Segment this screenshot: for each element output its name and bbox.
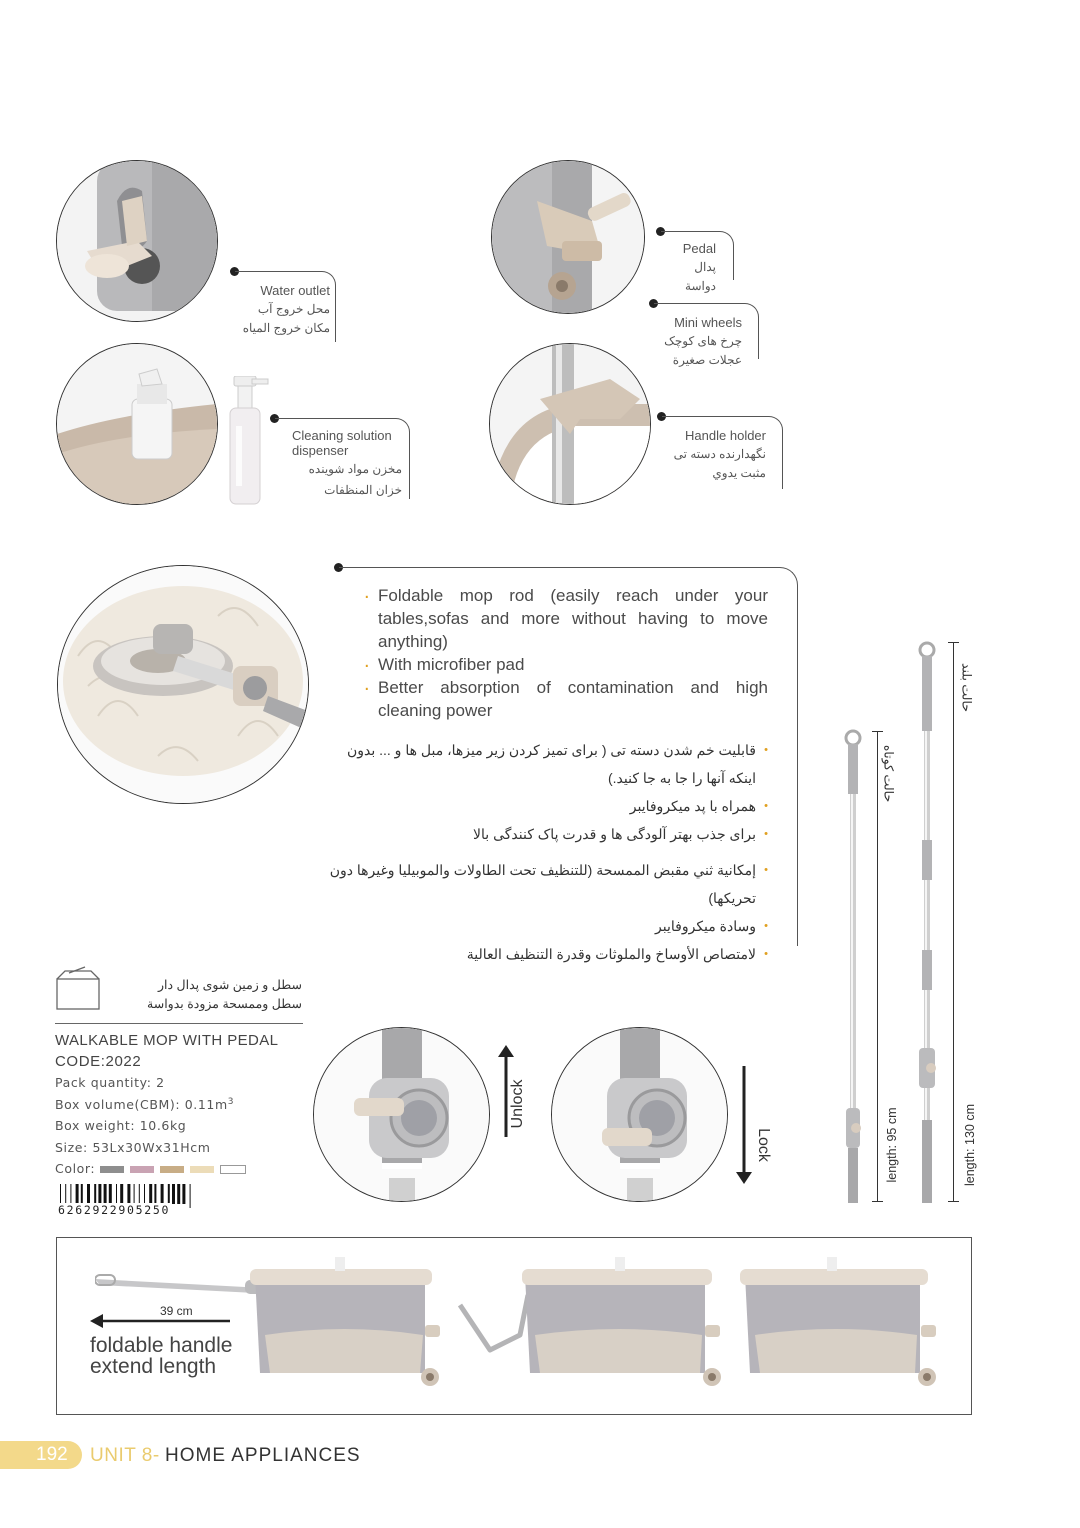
barcode-bar bbox=[149, 1184, 152, 1204]
long-rod-image bbox=[911, 640, 943, 1203]
callout-ar: مكان خروج المياه bbox=[242, 321, 330, 335]
callout-fa: مخزن مواد شوینده bbox=[308, 462, 402, 476]
water-outlet-photo bbox=[56, 160, 218, 322]
long-rod-tick bbox=[948, 1201, 959, 1202]
lock-label: Lock bbox=[755, 1128, 772, 1162]
barcode-bar bbox=[76, 1184, 79, 1204]
short-rod-tick bbox=[872, 1201, 883, 1202]
barcode-bar bbox=[182, 1184, 185, 1204]
box-icon bbox=[55, 965, 101, 1011]
unlock-label: Unlock bbox=[509, 1079, 526, 1129]
color-label: Color: bbox=[55, 1161, 96, 1176]
long-mode-label: حالت بلند bbox=[959, 662, 974, 713]
color-swatch bbox=[160, 1166, 184, 1173]
color-swatch bbox=[100, 1166, 124, 1173]
short-rod-tick bbox=[872, 731, 883, 732]
barcode-bar bbox=[161, 1184, 164, 1204]
callout-en: Pedal bbox=[682, 241, 716, 256]
callout-en: Handle holder bbox=[685, 428, 766, 443]
footer bbox=[0, 1441, 1080, 1469]
barcode-bar bbox=[154, 1184, 156, 1204]
barcode-bar bbox=[81, 1184, 83, 1204]
section-title: HOME APPLIANCES bbox=[165, 1445, 361, 1466]
box-volume bbox=[55, 1097, 234, 1112]
barcode-bar bbox=[70, 1184, 71, 1204]
feature-en-item: . With microfiber pad bbox=[368, 653, 768, 676]
feature-en-item: . Foldable mop rod (easily reach under your tables,sofas and more without having to move anything) bbox=[368, 584, 768, 653]
page-number: 192 bbox=[36, 1444, 68, 1465]
feature-fa-item: • همراه با پد میکروفایبر bbox=[328, 792, 768, 820]
unlock-photo bbox=[313, 1027, 490, 1202]
arrow-down-icon bbox=[736, 1066, 752, 1186]
callout-en: Water outlet bbox=[260, 283, 330, 298]
mop-head-photo bbox=[57, 565, 309, 804]
callout-fa: پدال bbox=[694, 260, 716, 274]
barcode-bar bbox=[168, 1184, 170, 1204]
callout-fa: نگهدارنده دسته تی bbox=[673, 447, 766, 461]
barcode-bar bbox=[134, 1184, 135, 1204]
foldable-line-2: extend length bbox=[90, 1355, 217, 1378]
barcode-number: 6262922905250 bbox=[58, 1203, 171, 1217]
color-swatch bbox=[220, 1165, 246, 1174]
pedal-photo bbox=[491, 160, 645, 314]
pack-quantity: Pack quantity: 2 bbox=[55, 1075, 165, 1090]
callout-ar: عجلات صغيرة bbox=[672, 353, 742, 367]
feature-en-item: . Better absorption of contamination and high cleaning power bbox=[368, 676, 768, 722]
short-length-label: length: 95 cm bbox=[885, 1107, 899, 1183]
feature-ar-item: • وسادة ميكروفايبر bbox=[298, 912, 768, 940]
barcode-bar bbox=[172, 1184, 175, 1204]
lock-photo bbox=[551, 1027, 728, 1202]
callout-fa: محل خروج آب bbox=[257, 302, 330, 316]
wheels-callout bbox=[650, 313, 742, 370]
barcode-bar bbox=[87, 1184, 90, 1204]
short-mode-label: حالت کوتاه bbox=[881, 744, 896, 803]
barcode-bar bbox=[116, 1184, 117, 1204]
unit-label: UNIT 8- bbox=[90, 1445, 160, 1466]
barcode-bar bbox=[177, 1184, 180, 1204]
pedal-callout bbox=[650, 239, 716, 296]
box-volume-unit-sup: 3 bbox=[227, 1097, 235, 1107]
cleaning-dispenser-photo bbox=[56, 343, 218, 505]
foldable-line-1: foldable handle bbox=[90, 1334, 233, 1357]
long-rod-tick bbox=[948, 642, 959, 643]
barcode-bar bbox=[104, 1184, 107, 1204]
feature-fa-item: • قابلیت خم شدن دسته تی ( برای تمیز کردن زیر میزها، مبل ها و ... بدون اینکه آنها را جا به جا کنید.) bbox=[328, 736, 768, 792]
barcode-bar bbox=[109, 1184, 112, 1204]
measure-label: 39 cm bbox=[160, 1304, 193, 1318]
features-ar-list bbox=[298, 856, 768, 968]
callout-ar: دواسة bbox=[685, 279, 716, 293]
callout-ar: خزان المنظفات bbox=[324, 483, 402, 497]
feature-ar-item: • لامتصاص الأوساخ والملوثات وقدرة التنظيف العالية bbox=[298, 940, 768, 968]
short-rod-dimension-line bbox=[877, 731, 878, 1201]
water-outlet-callout bbox=[240, 281, 330, 338]
product-name-fa: سطل و زمین شوی پدال دار bbox=[157, 978, 302, 992]
callout-ar: مثبت يدوي bbox=[712, 466, 766, 480]
box-weight: Box weight: 10.6kg bbox=[55, 1118, 187, 1133]
barcode-bar bbox=[120, 1184, 123, 1204]
callout-en: Mini wheels bbox=[674, 315, 742, 330]
color-swatch bbox=[190, 1166, 214, 1173]
barcode-bar bbox=[144, 1184, 145, 1204]
dispenser-bottle-image bbox=[218, 376, 273, 506]
barcode-bar bbox=[94, 1184, 96, 1204]
features-fa-list bbox=[328, 736, 768, 848]
barcode-bar bbox=[65, 1184, 66, 1204]
product-code: CODE:2022 bbox=[55, 1053, 142, 1070]
features-en-list bbox=[368, 584, 768, 722]
feature-ar-item: • إمكانية ثني مقبض الممسحة (للتنظيف تحت الطاولات والموبيليا وغيرها دون تحريكها) bbox=[298, 856, 768, 912]
barcode-bar bbox=[139, 1184, 140, 1204]
barcode-bar bbox=[190, 1184, 191, 1208]
spec-divider bbox=[55, 1023, 303, 1024]
short-rod-image bbox=[838, 728, 868, 1203]
box-size: Size: 53Lx30Wx31Hcm bbox=[55, 1140, 211, 1155]
product-name-en: WALKABLE MOP WITH PEDAL bbox=[55, 1032, 279, 1049]
long-length-label: length: 130 cm bbox=[963, 1104, 977, 1186]
color-row bbox=[55, 1161, 252, 1176]
long-rod-dimension-line bbox=[953, 642, 954, 1201]
bucket-compact bbox=[735, 1255, 945, 1390]
callout-en: Cleaning solution dispenser bbox=[292, 428, 392, 458]
box-volume-value: Box volume(CBM): 0.11m bbox=[55, 1097, 228, 1113]
handle-holder-photo bbox=[489, 343, 651, 505]
holder-callout bbox=[672, 426, 766, 483]
color-swatches bbox=[100, 1161, 252, 1176]
foldable-handle-text bbox=[90, 1335, 232, 1377]
product-name-ar: سطل وممسحة مزودة بدواسة bbox=[147, 997, 302, 1011]
color-swatch bbox=[130, 1166, 154, 1173]
bucket-with-folded-handle bbox=[450, 1255, 740, 1390]
barcode-bar bbox=[98, 1184, 101, 1204]
callout-fa: چرخ های کوچک bbox=[664, 334, 742, 348]
feature-fa-item: • برای جذب بهتر آلودگی ها و قدرت پاک کنندگی بالا bbox=[328, 820, 768, 848]
cleaning-callout bbox=[292, 428, 402, 500]
